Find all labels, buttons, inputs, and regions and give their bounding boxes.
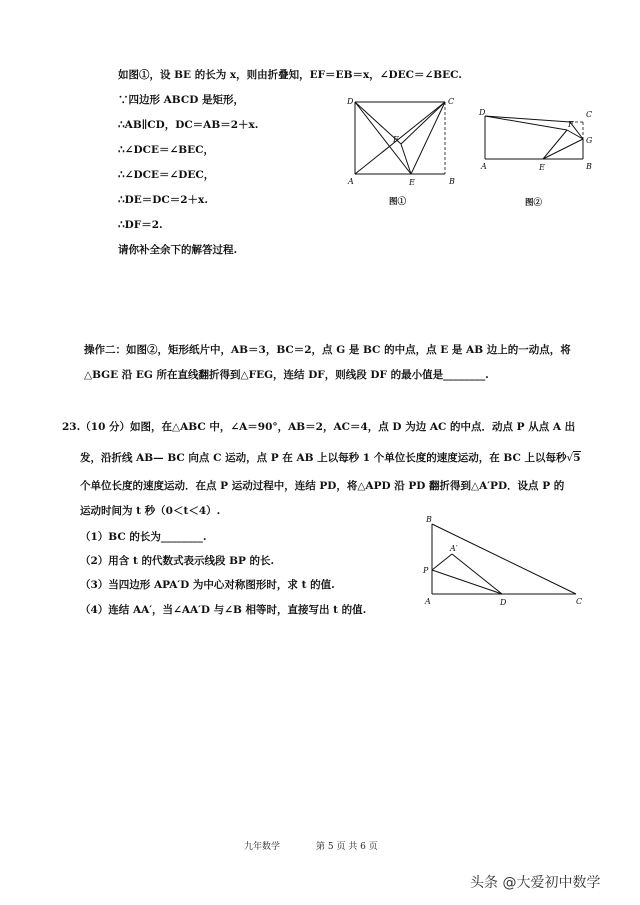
operation2-line-2: △BGE 沿 EG 所在直线翻折得到△FEG，连结 DF，则线段 DF 的最小值是________. <box>84 369 489 381</box>
fig2-label-g: G <box>586 136 593 145</box>
fig1-label-f: F <box>393 135 399 144</box>
q23-line-4: 运动时间为 t 秒（0＜t＜4）. <box>80 505 221 517</box>
q23-line-1: 23.（10 分）如图，在△ABC 中，∠A＝90°，AB＝2，AC＝4，点 D 为边 AC 的中点．动点 P 从点 A 出 <box>62 421 576 433</box>
text-line-3: ∴AB∥CD，DC＝AB＝2＋x. <box>118 119 259 131</box>
text-line-1: 如图①，设 BE 的长为 x，则由折叠知，EF＝EB＝x，∠DEC＝∠BEC. <box>118 69 462 81</box>
operation2-line-1: 操作二：如图②，矩形纸片中，AB＝3，BC＝2，点 G 是 BC 的中点，点 E 是 AB 边上的一动点，将 <box>84 344 571 356</box>
watermark: 头条 @大爱初中数学 <box>470 875 601 891</box>
q23-line-3: 个单位长度的速度运动．在点 P 运动过程中，连结 PD，将△APD 沿 PD 翻折得到△A′PD．设点 P 的 <box>80 480 565 492</box>
fig1-label-a: A <box>348 177 354 186</box>
text-line-4: ∴∠DCE＝∠BEC， <box>118 144 214 156</box>
text-line-5: ∴∠DCE＝∠DEC， <box>118 169 215 181</box>
fig2-label-b: B <box>586 162 592 171</box>
fig1-caption: 图① <box>389 197 407 207</box>
fig3-label-p: P <box>423 566 429 575</box>
q23-part-4: （4）连结 AA′，当∠AA′D 与∠B 相等时，直接写出 t 的值. <box>80 604 367 616</box>
fig2-label-d: D <box>479 108 486 117</box>
fig2-label-c: C <box>586 110 593 119</box>
fig3-label-b: B <box>426 515 432 524</box>
footer-page-number: 第 5 页 共 6 页 <box>316 842 378 852</box>
fig2-label-a: A <box>481 162 487 171</box>
fig1-label-b: B <box>449 177 455 186</box>
fig3-label-a-prime: A′ <box>450 544 458 553</box>
footer-subject: 九年数学 <box>244 842 281 852</box>
fig2-label-e: E <box>539 163 545 172</box>
fig2-label-f: F <box>568 120 574 129</box>
fig3-label-d: D <box>500 598 507 607</box>
fig3-label-a: A <box>425 597 431 606</box>
fig1-label-d: D <box>347 97 354 106</box>
fig3-label-c: C <box>576 597 583 606</box>
text-line-7: ∴DF＝2. <box>118 219 163 231</box>
figure-2 <box>475 104 600 210</box>
fig1-label-c: C <box>448 97 455 106</box>
text-line-6: ∴DE＝DC＝2＋x. <box>118 194 208 206</box>
q23-line-2: 发，沿折线 AB— BC 向点 C 运动，点 P 在 AB 上以每秒 1 个单位长度的速度运动，在 BC 上以每秒√5 <box>80 452 581 464</box>
text-line-8: 请你补全余下的解答过程. <box>118 244 238 256</box>
fig2-caption: 图② <box>525 198 543 208</box>
q23-part-1: （1）BC 的长为________. <box>80 531 207 543</box>
figure-3 <box>418 510 590 610</box>
q23-line-2-text: 发，沿折线 AB— BC 向点 C 运动，点 P 在 AB 上以每秒 1 个单位长度的速度运动，在 BC 上以每秒 <box>80 452 567 464</box>
fig1-label-e: E <box>409 178 415 187</box>
figure-1 <box>345 92 465 210</box>
q23-part-3: （3）当四边形 APA′D 为中心对称图形时，求 t 的值. <box>80 579 335 591</box>
sqrt-radicand: 5 <box>573 452 581 464</box>
q23-part-2: （2）用含 t 的代数式表示线段 BP 的长. <box>80 555 275 567</box>
text-line-2: ∵四边形 ABCD 是矩形， <box>118 94 244 106</box>
